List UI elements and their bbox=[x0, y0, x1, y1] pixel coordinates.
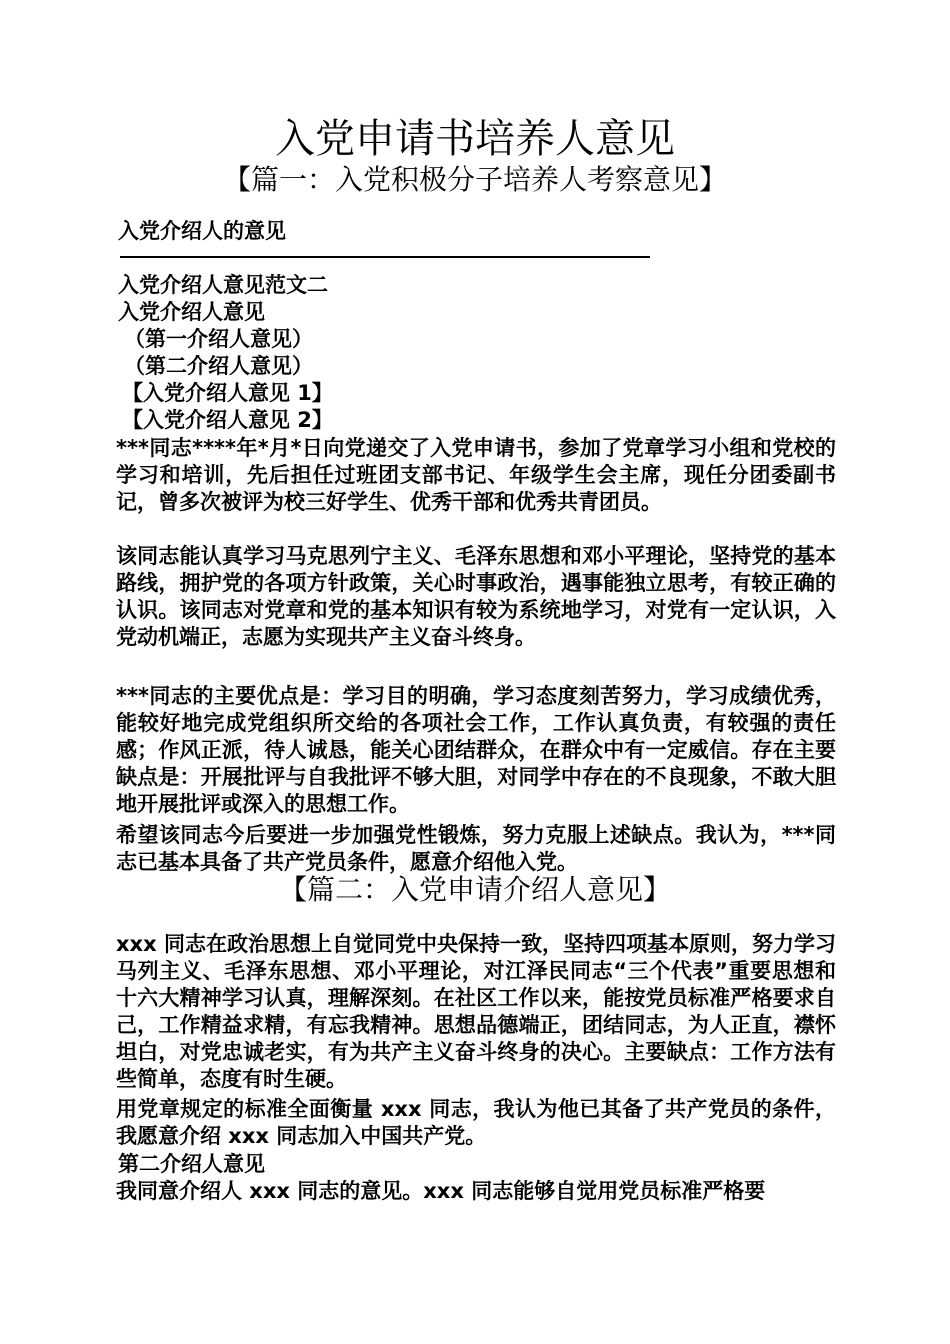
sample-title: 入党介绍人意见范文二 bbox=[118, 273, 328, 297]
paragraph-7: 我同意介绍人 xxx 同志的意见。xxx 同志能够自觉用党员标准严格要 bbox=[116, 1179, 766, 1203]
paragraph-2: 该同志能认真学习马克思列宁主义、毛泽东思想和邓小平理论，坚持党的基本路线，拥护党的各项方针政策，关心时事政治，遇事能独立思考，有较正确的认识。该同志对党章和党的基本知识有较为系统地学习，对党有一定认识，入党动机端正，志愿为实现共产主义奋斗终身。 bbox=[116, 544, 836, 649]
paragraph-5: xxx 同志在政治思想上自觉同党中央保持一致，坚持四项基本原则，努力学习马列主义、毛泽东思想、邓小平理论，对江泽民同志“三个代表”重要思想和十六大精神学习认真，理解深刻。在社区工作以来，能按党员标准严格要求自己，工作精益求精，有忘我精神。思想品德端正，团结同志，为人正直，襟怀坦白，对党忠诚老实，有为共产主义奋斗终身的决心。主要缺点：工作方法有些简单，态度有时生硬。 bbox=[116, 932, 836, 1091]
document-title: 入党申请书培养人意见 bbox=[275, 116, 675, 162]
opinion-label: 入党介绍人意见 bbox=[118, 300, 265, 324]
paragraph-3: ***同志的主要优点是：学习目的明确，学习态度刻苦努力，学习成绩优秀，能较好地完成党组织所交给的各项社会工作，工作认真负责，有较强的责任感；作风正派，待人诚恳，能关心团结群众，在群众中有一定威信。存在主要缺点是：开展批评与自我批评不够大胆，对同学中存在的不良现象，不敢大胆地开展批评或深入的思想工作。 bbox=[116, 684, 836, 816]
first-opinion-label: （第一介绍人意见） bbox=[124, 327, 313, 351]
paragraph-6: 用党章规定的标准全面衡量 xxx 同志，我认为他已其备了共产党员的条件，我愿意介绍 xxx 同志加入中国共产党。 bbox=[116, 1097, 836, 1148]
signature-underline bbox=[120, 256, 650, 258]
intro-label: 入党介绍人的意见 bbox=[118, 219, 286, 243]
section-1-heading: 【篇一：入党积极分子培养人考察意见】 bbox=[222, 163, 727, 196]
opinion-2-label: 【入党介绍人意见 2】 bbox=[122, 408, 333, 432]
section-2-heading: 【篇二：入党申请介绍人意见】 bbox=[278, 873, 671, 906]
second-opinion-label: （第二介绍人意见） bbox=[124, 354, 313, 378]
paragraph-1: ***同志****年*月*日向党递交了入党申请书，参加了党章学习小组和党校的学习和培训，先后担任过班团支部书记、年级学生会主席，现任分团委副书记，曾多次被评为校三好学生、优秀干部和优秀共青团员。 bbox=[116, 436, 836, 514]
opinion-1-label: 【入党介绍人意见 1】 bbox=[122, 381, 333, 405]
second-introducer-label: 第二介绍人意见 bbox=[118, 1152, 265, 1176]
paragraph-4: 希望该同志今后要进一步加强党性锻炼，努力克服上述缺点。我认为，***同志已基本具备了共产党员条件，愿意介绍他入党。 bbox=[116, 823, 836, 874]
